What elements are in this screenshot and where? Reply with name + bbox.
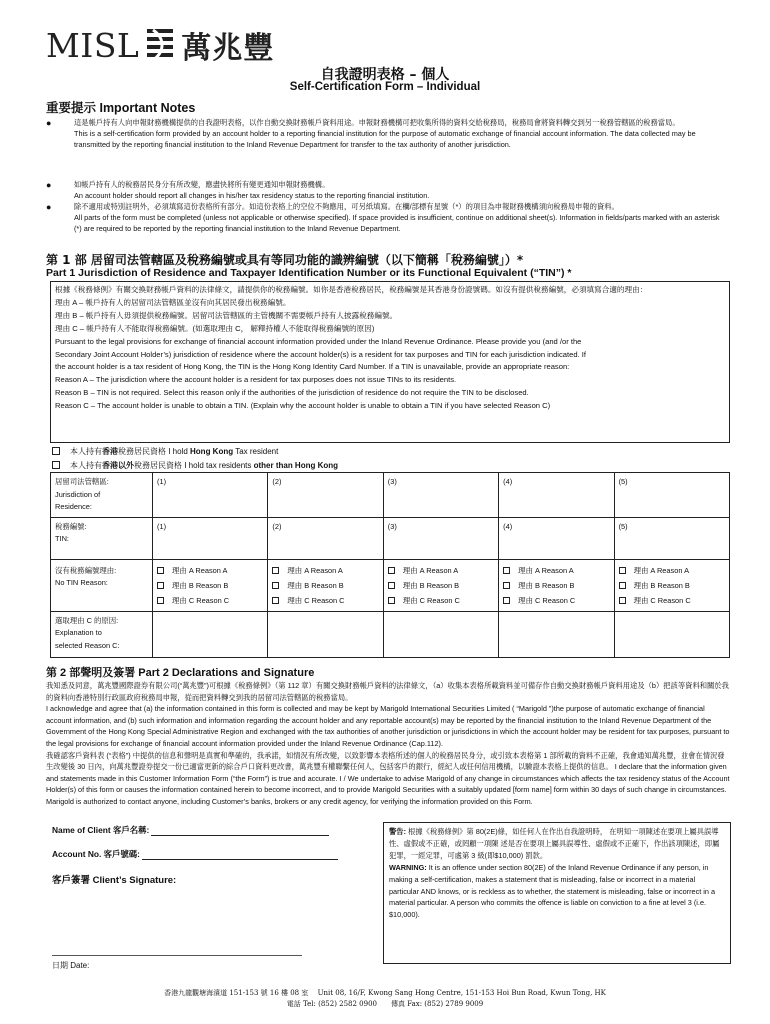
note-text-chinese: 這是帳戶持有人向申報財務機構提供的自我證明表格，以作自動交換財務帳戶資料用途。申報財務機構可把收集所得的資料交給稅務局，稅務局會將資料轉交到另一稅務管轄區的稅務當局。 xyxy=(74,118,680,127)
important-notes-heading: 重要提示 Important Notes xyxy=(46,101,196,115)
explanation-cell-4[interactable] xyxy=(499,611,614,657)
declaration-paragraph: 我確認客戶資料表 (“表格”) 中提供的信息和聲明是真實和準確的，我承諾，如情況有所改變，以致影響本表格所述的個人的稅務居民身分，或引致本表格第 1 部所載的資料不正確，我會通知萬兆豐，並會在情況發生改變後 30 日內，向萬兆豐證券提交一份已適當更新的綜合戶口資料更改書，萬兆豐有權聯繫任何人，包括客戶的銀行，經紀人或任何信用機構，以驗證本表格上提供的信息。 I declare that the information given and statements made in this Customer Information Form (“the Form”) is true and accurate. I / We undertake to advise Marigold of any change in circumstances which affects the tax residency status of the Account Holder(s) of this form or causes the information contained herein to become incorrect, and to provide Marigold Securities with a suitably updated [form name] form within 30 days of such change in circumstances. Marigold is authorized to contact anyone, including Customer’s banks, brokers or any credit agency, for verifying the information provided on this Form. xyxy=(46,750,730,806)
table-row xyxy=(51,473,730,518)
declaration-paragraph: 我知悉及同意，萬兆豐國際證券有限公司(“萬兆豐”)可根據《稅務條例》（第 112 章）有關交換財務帳戶資料的法律條文，（a）收集本表格所載資料並可備存作自動交換財務帳戶資料用途及（b）把該等資料和關於我的資料向香港特別行政區政府稅務局申報，從而把資料轉交到我的居留司法管轄區的稅務當局。 xyxy=(46,681,729,702)
reason-c-option[interactable]: 理由 C Reason C xyxy=(619,593,725,608)
instruction-line: 根據《稅務條例》有關交換財務帳戶資料的法律條文，請提供你的稅務編號。如你是香港稅務居民，稅務編號是其香港身份證號碼。如沒有提供稅務編號，必須填寫合適的理由： xyxy=(55,285,648,294)
logo-text: MISL xyxy=(46,25,140,65)
reason-c-explanation-label: 選取理由 C 的原因: Explanation to selected Reason C: xyxy=(51,611,153,657)
tin-cell-5[interactable]: (5) xyxy=(614,517,729,559)
footer-contact: 電話 Tel: (852) 2582 0900 傳真 Fax: (852) 2789 9009 xyxy=(286,1000,484,1008)
reason-cell-2 xyxy=(268,559,383,611)
instruction-line: the account holder is a tax resident of Hong Kong, the TIN is the Hong Kong Identity Card Number. If a TIN is unavailable, provide an appropriate reason: xyxy=(55,362,570,372)
client-name-input[interactable] xyxy=(151,827,329,836)
note-item xyxy=(46,180,728,202)
note-text-english: An account holder should report all changes in his/her tax residency status to the reporting financial institution. xyxy=(74,190,430,200)
bullet-icon: ● xyxy=(46,118,52,128)
jurisdiction-cell-5[interactable]: (5) xyxy=(614,473,729,518)
reason-a-option[interactable]: 理由 A Reason A xyxy=(272,563,378,578)
logo-mark-icon xyxy=(145,26,175,64)
checkbox-icon[interactable] xyxy=(503,597,510,604)
date-label: 日期 Date: xyxy=(52,961,90,970)
footer-address: 香港九龍觀塘海濱道 151-153 號 16 樓 08 室 Unit 08, 16/F, Kwong Sang Hong Centre, 151-153 Hoi Bun Road, Kwun Tong, HK xyxy=(164,989,606,997)
checkbox-icon[interactable] xyxy=(503,567,510,574)
checkbox-icon[interactable] xyxy=(388,597,395,604)
jurisdiction-label: 居留司法管轄區: Jurisdiction of Residence: xyxy=(51,473,153,518)
reason-b-option[interactable]: 理由 B Reason B xyxy=(503,578,609,593)
checkbox-icon[interactable] xyxy=(272,597,279,604)
checkbox-icon[interactable] xyxy=(157,567,164,574)
instruction-line: 理由 C – 帳戶持有人不能取得稅務編號。(如選取理由 C， 解釋持權人不能取得稅務編號的原因) xyxy=(55,323,375,333)
note-text-english: This is a self-certification form provided by an account holder to a reporting financial institution for the purpose of automatic exchange of financial account information. The data collected may be transmitted by the reporting financial institution to the Inland Revenue Department for transfer to the tax authority of another jurisdiction. xyxy=(74,128,696,149)
part2-heading: 第 2 部聲明及簽署 Part 2 Declarations and Signature xyxy=(46,667,315,679)
checkbox-icon[interactable] xyxy=(52,461,60,469)
explanation-cell-3[interactable] xyxy=(383,611,498,657)
checkbox-icon[interactable] xyxy=(272,567,279,574)
reason-a-option[interactable]: 理由 A Reason A xyxy=(388,563,494,578)
reason-c-option[interactable]: 理由 C Reason C xyxy=(157,593,263,608)
instruction-line: Pursuant to the legal provisions for exchange of financial account information provided under the Inland Revenue Ordinance. Please provide you (and /or the xyxy=(55,336,582,346)
checkbox-icon[interactable] xyxy=(157,582,164,589)
part2-declarations xyxy=(46,680,730,808)
checkbox-icon[interactable] xyxy=(619,597,626,604)
note-item xyxy=(46,202,728,234)
checkbox-icon[interactable] xyxy=(157,597,164,604)
tin-cell-2[interactable]: (2) xyxy=(268,517,383,559)
bullet-icon: ● xyxy=(46,202,52,212)
table-row xyxy=(51,611,730,657)
checkbox-icon[interactable] xyxy=(619,567,626,574)
form-title-chinese: 自我證明表格 – 個人 xyxy=(320,67,450,83)
instruction-line: Secondary Joint Account Holder’s) jurisdiction of residence where the account holder(s) is a resident for tax purposes and TIN for each jurisdiction indicated. If xyxy=(55,349,586,359)
jurisdiction-cell-3[interactable]: (3) xyxy=(383,473,498,518)
explanation-cell-5[interactable] xyxy=(614,611,729,657)
form-title-english: Self-Certification Form – Individual xyxy=(289,81,481,93)
jurisdiction-cell-2[interactable]: (2) xyxy=(268,473,383,518)
hk-tax-resident-option[interactable]: 本人持有香港稅務居民資格 I hold Hong Kong Tax resident xyxy=(52,446,278,457)
instruction-line: 理由 A – 帳戶持有人的居留司法管轄區並沒有向其居民發出稅務編號。 xyxy=(55,297,291,307)
jurisdiction-cell-4[interactable]: (4) xyxy=(499,473,614,518)
bullet-icon: ● xyxy=(46,180,52,190)
checkbox-icon[interactable] xyxy=(619,582,626,589)
instruction-line: 理由 B – 帳戶持有人毋須提供稅務編號。居留司法管轄區的主管機關不需要帳戶持有人披露稅務編號。 xyxy=(55,310,398,320)
checkbox-icon[interactable] xyxy=(272,582,279,589)
instruction-line: Reason C – The account holder is unable to obtain a TIN. (Explain why the account holder is unable to obtain a TIN if you have selected Reason C) xyxy=(55,401,551,411)
reason-b-option[interactable]: 理由 B Reason B xyxy=(388,578,494,593)
tin-cell-4[interactable]: (4) xyxy=(499,517,614,559)
explanation-cell-1[interactable] xyxy=(153,611,268,657)
reason-a-option[interactable]: 理由 A Reason A xyxy=(157,563,263,578)
reason-c-option[interactable]: 理由 C Reason C xyxy=(388,593,494,608)
tin-cell-1[interactable]: (1) xyxy=(153,517,268,559)
account-number-field[interactable]: Account No. 客戶號碼: xyxy=(52,848,338,860)
declaration-paragraph: I acknowledge and agree that (a) the information contained in this form is collected and may be kept by Marigold International Securities Limited ( “Marigold ”)the purpose of automatic exchange of financial account information, and (b) such information and information regarding the account holder and any reportable account(s) may be reported by the financial institution to the Inland Revenue Department of the Government of the Hong Kong Special Administrative Region and exchanged with the tax authorities of another jurisdiction or jurisdictions in which the account holder may be resident for tax purposes, pursuant to the legal provisions for exchange of financial account information provided under the Inland Revenue Ordinance (Cap.112). xyxy=(46,704,730,748)
part1-instructions-box xyxy=(50,281,730,443)
client-signature-label: 客戶簽署 Client’s Signature: xyxy=(52,875,177,886)
tin-label: 稅務編號: TIN: xyxy=(51,517,153,559)
table-row xyxy=(51,559,730,611)
reason-cell-5 xyxy=(614,559,729,611)
note-text-english: All parts of the form must be completed (unless not applicable or otherwise specified). If space provided is insufficient, continue on additional sheet(s). Information in fields/parts marked with an asterisk (*) are required to be reported by the reporting financial institution to the Inland Revenue Department. xyxy=(74,212,720,233)
note-item xyxy=(46,118,728,150)
note-text-chinese: 如帳戶持有人的稅務居民身分有所改變，應盡快將所有變更通知申報財務機構。 xyxy=(74,180,330,189)
reason-a-option[interactable]: 理由 A Reason A xyxy=(503,563,609,578)
reason-cell-1 xyxy=(153,559,268,611)
account-number-input[interactable] xyxy=(142,851,338,860)
note-text-chinese: 除不適用或特別註明外，必須填寫這份表格所有部分。如這份表格上的空位不夠應用，可另紙填寫。在欄/部標有星號（*）的項目為申報財務機構須向稅務局申報的資料。 xyxy=(74,202,619,211)
reason-cell-4 xyxy=(499,559,614,611)
tin-table xyxy=(50,472,730,658)
checkbox-icon[interactable] xyxy=(503,582,510,589)
reason-a-option[interactable]: 理由 A Reason A xyxy=(619,563,725,578)
reason-b-option[interactable]: 理由 B Reason B xyxy=(157,578,263,593)
instruction-line: Reason B – TIN is not required. Select this reason only if the authorities of the jurisdiction of residence do not require the TIN to be disclosed. xyxy=(55,388,529,398)
signature-line[interactable] xyxy=(52,955,302,956)
warning-english: WARNING: It is an offence under section 80(2E) of the Inland Revenue Ordinance if any person, in making a self-certification, makes a statement that is misleading, false or incorrect in a material particular AND knows, or is reckless as to whether, the statement is misleading, false or incorrect in a material particular. A person who commits the offence is liable on conviction to a fine at level 3 (i.e. $10,000). xyxy=(389,862,716,920)
jurisdiction-cell-1[interactable]: (1) xyxy=(153,473,268,518)
logo-chinese-name: 萬兆豐 xyxy=(181,31,275,66)
reason-b-option[interactable]: 理由 B Reason B xyxy=(619,578,725,593)
checkbox-icon[interactable] xyxy=(388,567,395,574)
table-row xyxy=(51,517,730,559)
part1-heading-chinese: 第 1 部 居留司法管轄區及稅務編號或具有等同功能的識辨編號（以下簡稱「稅務編號」）* xyxy=(46,253,524,267)
warning-chinese: 警告: 根據《稅務條例》第 80(2E)條，如任何人在作出自我證明時， 在明知一項陳述在要項上屬具誤導性、虛假或不正確，或罔顧一項陳 述是否在要項上屬具誤導性、虛假或不正確下，作出該項陳述，即屬 犯罪，一經定罪，可處第 3 級(即$10,000) 罰款。 xyxy=(389,827,720,860)
explanation-cell-2[interactable] xyxy=(268,611,383,657)
instruction-line: Reason A – The jurisdiction where the account holder is a resident for tax purposes does not issue TINs to its residents. xyxy=(55,375,457,385)
reason-b-option[interactable]: 理由 B Reason B xyxy=(272,578,378,593)
tin-cell-3[interactable]: (3) xyxy=(383,517,498,559)
client-name-field[interactable]: Name of Client 客戶名稱: xyxy=(52,824,329,836)
company-logo xyxy=(46,22,274,68)
reason-c-option[interactable]: 理由 C Reason C xyxy=(503,593,609,608)
checkbox-icon[interactable] xyxy=(52,447,60,455)
no-tin-reason-label: 沒有稅務編號理由: No TIN Reason: xyxy=(51,559,153,611)
non-hk-tax-resident-option[interactable]: 本人持有香港以外稅務居民資格 I hold tax residents other than Hong Kong xyxy=(52,460,338,471)
reason-cell-3 xyxy=(383,559,498,611)
warning-box xyxy=(383,822,731,964)
part1-heading-english: Part 1 Jurisdiction of Residence and Taxpayer Identification Number or its Functional Equivalent (“TIN”) * xyxy=(46,267,572,279)
reason-c-option[interactable]: 理由 C Reason C xyxy=(272,593,378,608)
checkbox-icon[interactable] xyxy=(388,582,395,589)
